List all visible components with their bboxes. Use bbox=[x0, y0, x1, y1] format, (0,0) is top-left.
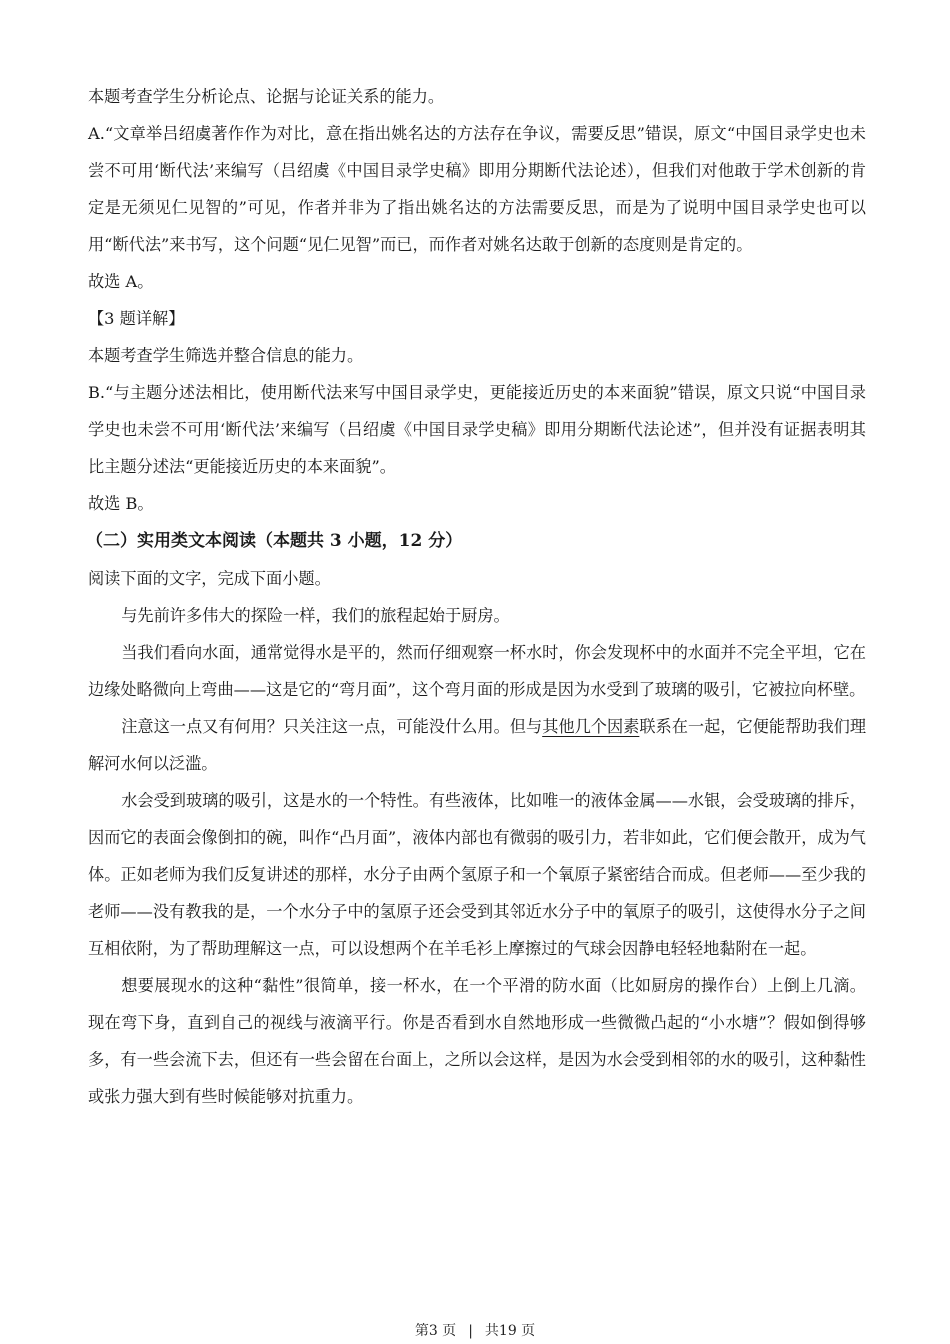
explanation-paragraph: A.“文章举吕绍虞著作作为对比，意在指出姚名达的方法存在争议，需要反思”错误，原文“中国目录学史也未尝不可用‘断代法’来编写（吕绍虞《中国目录学史稿》即用分期断代法论述），但我们对他敢于学术创新的肯定是无须见仁见智的”可见，作者并非为了指出姚名达的方法需要反思，而是为了说明中国目录学史也可以用“断代法”来书写，这个问题“见仁见智”而已，而作者对姚名达敢于创新的态度则是肯定的。 bbox=[88, 124, 866, 254]
answer-line: 故选 A。 bbox=[88, 272, 154, 291]
passage-text: 注意这一点又有何用？只关注这一点，可能没什么用。但与 bbox=[121, 717, 543, 736]
explanation-paragraph: B.“与主题分述法相比，使用断代法来写中国目录学史，更能接近历史的本来面貌”错误，原文只说“中国目录学史也未尝不可用‘断代法’来编写（吕绍虞《中国目录学史稿》即用分期断代法论述”，但并没有证据表明其比主题分述法“更能接近历史的本来面貌”。 bbox=[88, 383, 866, 476]
instruction-line: 阅读下面的文字，完成下面小题。 bbox=[88, 569, 331, 588]
passage-paragraph: 想要展现水的这种“黏性”很简单，接一杯水，在一个平滑的防水面（比如厨房的操作台）上倒上几滴。现在弯下身，直到自己的视线与液滴平行。你是否看到水自然地形成一些微微凸起的“小水塘”？假如倒得够多，有一些会流下去，但还有一些会留在台面上，之所以会这样，是因为水会受到相邻的水的吸引，这种黏性或张力强大到有些时候能够对抗重力。 bbox=[88, 976, 866, 1106]
passage-paragraph: 水会受到玻璃的吸引，这是水的一个特性。有些液体，比如唯一的液体金属——水银，会受玻璃的排斥，因而它的表面会像倒扣的碗，叫作“凸月面”，液体内部也有微弱的吸引力，若非如此，它们便会散开，成为气体。正如老师为我们反复讲述的那样，水分子由两个氢原子和一个氧原子紧密结合而成。但老师——至少我的老师——没有教我的是，一个水分子中的氢原子还会受到其邻近水分子中的氧原子的吸引，这使得水分子之间互相依附，为了帮助理解这一点，可以设想两个在羊毛衫上摩擦过的气球会因静电轻轻地黏附在一起。 bbox=[88, 791, 866, 958]
page-number: 第3 页 bbox=[414, 1323, 457, 1339]
explanation-paragraph: 本题考查学生筛选并整合信息的能力。 bbox=[88, 346, 364, 365]
reading-passage bbox=[88, 597, 866, 1115]
passage-paragraph bbox=[88, 708, 866, 782]
page-footer bbox=[0, 1320, 950, 1340]
page-content bbox=[88, 78, 866, 1115]
passage-paragraph: 与先前许多伟大的探险一样，我们的旅程起始于厨房。 bbox=[121, 606, 510, 625]
passage-text: 联系在一起，它便能帮助我们理解河水何以泛滥。 bbox=[88, 717, 867, 773]
page-total: 共19 页 bbox=[484, 1323, 536, 1339]
footer-separator: | bbox=[468, 1323, 473, 1339]
underlined-phrase: 其他几个因素 bbox=[542, 717, 640, 736]
question-detail-label: 【3 题详解】 bbox=[88, 309, 185, 328]
passage-paragraph: 当我们看向水面，通常觉得水是平的，然而仔细观察一杯水时，你会发现杯中的水面并不完全平坦，它在边缘处略微向上弯曲——这是它的“弯月面”，这个弯月面的形成是因为水受到了玻璃的吸引，它被拉向杯壁。 bbox=[88, 643, 866, 699]
explanation-paragraph: 本题考查学生分析论点、论据与论证关系的能力。 bbox=[88, 87, 445, 106]
answer-line: 故选 B。 bbox=[88, 494, 154, 513]
section-heading: （二）实用类文本阅读（本题共 3 小题，12 分） bbox=[86, 531, 463, 551]
